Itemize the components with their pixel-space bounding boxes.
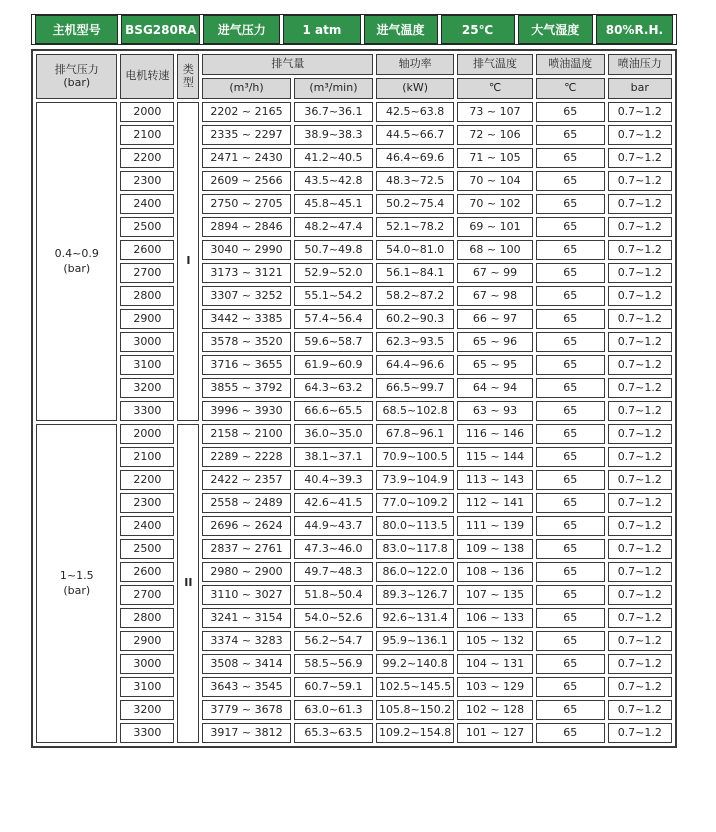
type-cell: I <box>177 102 199 421</box>
table-row <box>36 608 672 628</box>
table-row <box>36 171 672 191</box>
displacement-m3h-cell: 2158 ~ 2100 <box>202 424 290 444</box>
shaft-power-cell: 67.8~96.1 <box>376 424 454 444</box>
table-row <box>36 263 672 283</box>
oil-pressure-cell: 0.7~1.2 <box>608 424 672 444</box>
exhaust-temp-cell: 106 ~ 133 <box>457 608 533 628</box>
motor-speed-cell: 2700 <box>120 585 174 605</box>
oil-temp-cell: 65 <box>536 378 605 398</box>
displacement-m3h-cell: 2696 ~ 2624 <box>202 516 290 536</box>
table-row <box>36 539 672 559</box>
shaft-power-cell: 50.2~75.4 <box>376 194 454 214</box>
motor-speed-cell: 2600 <box>120 240 174 260</box>
displacement-m3h-cell: 3040 ~ 2990 <box>202 240 290 260</box>
oil-pressure-cell: 0.7~1.2 <box>608 378 672 398</box>
col-motor-speed: 电机转速 <box>120 54 174 99</box>
motor-speed-cell: 2900 <box>120 631 174 651</box>
displacement-m3h-cell: 2750 ~ 2705 <box>202 194 290 214</box>
table-row <box>36 240 672 260</box>
oil-temp-cell: 65 <box>536 539 605 559</box>
spec-inlet-temp-value: 25℃ <box>441 15 515 44</box>
motor-speed-cell: 2400 <box>120 516 174 536</box>
shaft-power-cell: 62.3~93.5 <box>376 332 454 352</box>
col-type <box>177 54 199 99</box>
motor-speed-cell: 3300 <box>120 723 174 743</box>
motor-speed-cell: 3000 <box>120 332 174 352</box>
displacement-m3h-cell: 2609 ~ 2566 <box>202 171 290 191</box>
displacement-m3min-cell: 47.3~46.0 <box>294 539 374 559</box>
oil-temp-cell: 65 <box>536 102 605 122</box>
displacement-m3min-cell: 55.1~54.2 <box>294 286 374 306</box>
displacement-m3h-cell: 3374 ~ 3283 <box>202 631 290 651</box>
exhaust-temp-cell: 72 ~ 106 <box>457 125 533 145</box>
shaft-power-cell: 102.5~145.5 <box>376 677 454 697</box>
table-row <box>36 378 672 398</box>
motor-speed-cell: 3200 <box>120 378 174 398</box>
motor-speed-cell: 2100 <box>120 447 174 467</box>
displacement-m3h-cell: 3307 ~ 3252 <box>202 286 290 306</box>
spec-header-bar <box>31 14 677 45</box>
table-row <box>36 631 672 651</box>
oil-pressure-cell: 0.7~1.2 <box>608 217 672 237</box>
oil-pressure-cell: 0.7~1.2 <box>608 286 672 306</box>
exhaust-temp-cell: 111 ~ 139 <box>457 516 533 536</box>
displacement-m3min-cell: 51.8~50.4 <box>294 585 374 605</box>
exhaust-temp-cell: 65 ~ 95 <box>457 355 533 375</box>
oil-pressure-cell: 0.7~1.2 <box>608 194 672 214</box>
exhaust-temp-cell: 101 ~ 127 <box>457 723 533 743</box>
table-row <box>36 585 672 605</box>
shaft-power-cell: 109.2~154.8 <box>376 723 454 743</box>
displacement-m3h-cell: 2335 ~ 2297 <box>202 125 290 145</box>
spec-inlet-temp-label: 进气温度 <box>364 15 438 44</box>
shaft-power-cell: 58.2~87.2 <box>376 286 454 306</box>
displacement-m3h-cell: 2894 ~ 2846 <box>202 217 290 237</box>
displacement-m3min-cell: 61.9~60.9 <box>294 355 374 375</box>
shaft-power-cell: 44.5~66.7 <box>376 125 454 145</box>
col-exhaust-pressure <box>36 54 117 99</box>
shaft-power-cell: 52.1~78.2 <box>376 217 454 237</box>
oil-temp-cell: 65 <box>536 447 605 467</box>
col-exhaust-pressure-label: 排气压力 <box>54 62 99 76</box>
oil-pressure-cell: 0.7~1.2 <box>608 677 672 697</box>
col-type-char-1: 类 <box>182 63 194 77</box>
col-oil-pressure: 喷油压力 <box>608 54 672 75</box>
shaft-power-cell: 83.0~117.8 <box>376 539 454 559</box>
col-exhaust-temp-unit: ℃ <box>457 78 533 99</box>
displacement-m3min-cell: 66.6~65.5 <box>294 401 374 421</box>
performance-table-body <box>36 102 672 743</box>
exhaust-temp-cell: 70 ~ 104 <box>457 171 533 191</box>
motor-speed-cell: 2300 <box>120 493 174 513</box>
exhaust-temp-cell: 73 ~ 107 <box>457 102 533 122</box>
spec-model-label: 主机型号 <box>35 15 118 44</box>
oil-temp-cell: 65 <box>536 148 605 168</box>
displacement-m3h-cell: 2289 ~ 2228 <box>202 447 290 467</box>
displacement-m3min-cell: 44.9~43.7 <box>294 516 374 536</box>
shaft-power-cell: 60.2~90.3 <box>376 309 454 329</box>
oil-temp-cell: 65 <box>536 631 605 651</box>
spec-bar-row <box>35 15 673 44</box>
table-row <box>36 286 672 306</box>
motor-speed-cell: 2700 <box>120 263 174 283</box>
motor-speed-cell: 3100 <box>120 355 174 375</box>
shaft-power-cell: 92.6~131.4 <box>376 608 454 628</box>
exhaust-temp-cell: 109 ~ 138 <box>457 539 533 559</box>
oil-pressure-cell: 0.7~1.2 <box>608 102 672 122</box>
shaft-power-cell: 80.0~113.5 <box>376 516 454 536</box>
oil-temp-cell: 65 <box>536 654 605 674</box>
table-row <box>36 447 672 467</box>
exhaust-temp-cell: 66 ~ 97 <box>457 309 533 329</box>
shaft-power-cell: 42.5~63.8 <box>376 102 454 122</box>
oil-temp-cell: 65 <box>536 723 605 743</box>
exhaust-temp-cell: 116 ~ 146 <box>457 424 533 444</box>
spec-inlet-pressure-label: 进气压力 <box>203 15 280 44</box>
displacement-m3min-cell: 49.7~48.3 <box>294 562 374 582</box>
oil-temp-cell: 65 <box>536 562 605 582</box>
oil-pressure-cell: 0.7~1.2 <box>608 654 672 674</box>
table-row <box>36 217 672 237</box>
oil-temp-cell: 65 <box>536 309 605 329</box>
displacement-m3h-cell: 2202 ~ 2165 <box>202 102 290 122</box>
col-type-char-2: 型 <box>182 75 194 89</box>
displacement-m3min-cell: 36.7~36.1 <box>294 102 374 122</box>
exhaust-temp-cell: 63 ~ 93 <box>457 401 533 421</box>
exhaust-temp-cell: 113 ~ 143 <box>457 470 533 490</box>
displacement-m3min-cell: 40.4~39.3 <box>294 470 374 490</box>
oil-temp-cell: 65 <box>536 677 605 697</box>
shaft-power-cell: 89.3~126.7 <box>376 585 454 605</box>
displacement-m3min-cell: 38.9~38.3 <box>294 125 374 145</box>
oil-pressure-cell: 0.7~1.2 <box>608 263 672 283</box>
displacement-m3min-cell: 52.9~52.0 <box>294 263 374 283</box>
oil-pressure-cell: 0.7~1.2 <box>608 148 672 168</box>
performance-table <box>31 49 677 748</box>
displacement-m3min-cell: 65.3~63.5 <box>294 723 374 743</box>
motor-speed-cell: 2000 <box>120 424 174 444</box>
table-row <box>36 332 672 352</box>
col-shaft-power: 轴功率 <box>376 54 454 75</box>
displacement-m3h-cell: 3996 ~ 3930 <box>202 401 290 421</box>
oil-pressure-cell: 0.7~1.2 <box>608 723 672 743</box>
oil-pressure-cell: 0.7~1.2 <box>608 631 672 651</box>
oil-pressure-cell: 0.7~1.2 <box>608 125 672 145</box>
table-row <box>36 401 672 421</box>
motor-speed-cell: 3300 <box>120 401 174 421</box>
exhaust-temp-cell: 105 ~ 132 <box>457 631 533 651</box>
oil-temp-cell: 65 <box>536 240 605 260</box>
spec-inlet-pressure-value: 1 atm <box>283 15 360 44</box>
shaft-power-cell: 48.3~72.5 <box>376 171 454 191</box>
col-displacement-m3min-unit: (m³/min) <box>294 78 374 99</box>
table-row <box>36 424 672 444</box>
exhaust-temp-cell: 102 ~ 128 <box>457 700 533 720</box>
exhaust-temp-cell: 71 ~ 105 <box>457 148 533 168</box>
displacement-m3min-cell: 60.7~59.1 <box>294 677 374 697</box>
displacement-m3h-cell: 3110 ~ 3027 <box>202 585 290 605</box>
oil-pressure-cell: 0.7~1.2 <box>608 401 672 421</box>
shaft-power-cell: 70.9~100.5 <box>376 447 454 467</box>
motor-speed-cell: 2000 <box>120 102 174 122</box>
shaft-power-cell: 66.5~99.7 <box>376 378 454 398</box>
oil-pressure-cell: 0.7~1.2 <box>608 447 672 467</box>
displacement-m3h-cell: 3643 ~ 3545 <box>202 677 290 697</box>
displacement-m3min-cell: 42.6~41.5 <box>294 493 374 513</box>
displacement-m3min-cell: 41.2~40.5 <box>294 148 374 168</box>
exhaust-temp-cell: 108 ~ 136 <box>457 562 533 582</box>
table-row <box>36 723 672 743</box>
oil-temp-cell: 65 <box>536 608 605 628</box>
col-exhaust-pressure-unit: (bar) <box>63 75 91 89</box>
pressure-group-cell: 0.4~0.9 (bar) <box>36 102 117 421</box>
displacement-m3h-cell: 3779 ~ 3678 <box>202 700 290 720</box>
oil-temp-cell: 65 <box>536 125 605 145</box>
oil-pressure-cell: 0.7~1.2 <box>608 309 672 329</box>
table-row <box>36 355 672 375</box>
shaft-power-cell: 77.0~109.2 <box>376 493 454 513</box>
displacement-m3min-cell: 64.3~63.2 <box>294 378 374 398</box>
shaft-power-cell: 99.2~140.8 <box>376 654 454 674</box>
shaft-power-cell: 95.9~136.1 <box>376 631 454 651</box>
displacement-m3min-cell: 63.0~61.3 <box>294 700 374 720</box>
motor-speed-cell: 2400 <box>120 194 174 214</box>
motor-speed-cell: 2600 <box>120 562 174 582</box>
displacement-m3min-cell: 48.2~47.4 <box>294 217 374 237</box>
table-row <box>36 700 672 720</box>
oil-temp-cell: 65 <box>536 700 605 720</box>
performance-table-header <box>36 54 672 99</box>
exhaust-temp-cell: 64 ~ 94 <box>457 378 533 398</box>
col-oil-pressure-unit: bar <box>608 78 672 99</box>
displacement-m3h-cell: 3173 ~ 3121 <box>202 263 290 283</box>
displacement-m3h-cell: 3855 ~ 3792 <box>202 378 290 398</box>
oil-temp-cell: 65 <box>536 217 605 237</box>
displacement-m3h-cell: 3917 ~ 3812 <box>202 723 290 743</box>
displacement-m3min-cell: 57.4~56.4 <box>294 309 374 329</box>
displacement-m3min-cell: 45.8~45.1 <box>294 194 374 214</box>
displacement-m3h-cell: 2837 ~ 2761 <box>202 539 290 559</box>
displacement-m3min-cell: 58.5~56.9 <box>294 654 374 674</box>
exhaust-temp-cell: 70 ~ 102 <box>457 194 533 214</box>
oil-pressure-cell: 0.7~1.2 <box>608 700 672 720</box>
oil-pressure-cell: 0.7~1.2 <box>608 608 672 628</box>
header-row-1 <box>36 54 672 75</box>
motor-speed-cell: 2200 <box>120 470 174 490</box>
oil-temp-cell: 65 <box>536 493 605 513</box>
table-row <box>36 562 672 582</box>
displacement-m3min-cell: 50.7~49.8 <box>294 240 374 260</box>
oil-temp-cell: 65 <box>536 263 605 283</box>
motor-speed-cell: 2200 <box>120 148 174 168</box>
shaft-power-cell: 46.4~69.6 <box>376 148 454 168</box>
col-exhaust-temp: 排气温度 <box>457 54 533 75</box>
oil-temp-cell: 65 <box>536 516 605 536</box>
exhaust-temp-cell: 112 ~ 141 <box>457 493 533 513</box>
oil-temp-cell: 65 <box>536 470 605 490</box>
shaft-power-cell: 68.5~102.8 <box>376 401 454 421</box>
displacement-m3min-cell: 54.0~52.6 <box>294 608 374 628</box>
displacement-m3h-cell: 3241 ~ 3154 <box>202 608 290 628</box>
oil-temp-cell: 65 <box>536 424 605 444</box>
table-row <box>36 148 672 168</box>
motor-speed-cell: 2500 <box>120 217 174 237</box>
shaft-power-cell: 73.9~104.9 <box>376 470 454 490</box>
displacement-m3h-cell: 3508 ~ 3414 <box>202 654 290 674</box>
exhaust-temp-cell: 115 ~ 144 <box>457 447 533 467</box>
oil-temp-cell: 65 <box>536 171 605 191</box>
spec-ambient-humidity-value: 80%R.H. <box>596 15 673 44</box>
pressure-group-cell: 1~1.5 (bar) <box>36 424 117 743</box>
motor-speed-cell: 3200 <box>120 700 174 720</box>
displacement-m3min-cell: 43.5~42.8 <box>294 171 374 191</box>
motor-speed-cell: 3100 <box>120 677 174 697</box>
table-row <box>36 493 672 513</box>
oil-temp-cell: 65 <box>536 194 605 214</box>
oil-pressure-cell: 0.7~1.2 <box>608 240 672 260</box>
exhaust-temp-cell: 68 ~ 100 <box>457 240 533 260</box>
exhaust-temp-cell: 104 ~ 131 <box>457 654 533 674</box>
table-row <box>36 125 672 145</box>
displacement-m3min-cell: 36.0~35.0 <box>294 424 374 444</box>
shaft-power-cell: 56.1~84.1 <box>376 263 454 283</box>
shaft-power-cell: 54.0~81.0 <box>376 240 454 260</box>
spec-model-value: BSG280RA <box>121 15 200 44</box>
table-row <box>36 309 672 329</box>
col-displacement: 排气量 <box>202 54 373 75</box>
oil-pressure-cell: 0.7~1.2 <box>608 539 672 559</box>
motor-speed-cell: 2800 <box>120 608 174 628</box>
displacement-m3min-cell: 56.2~54.7 <box>294 631 374 651</box>
oil-temp-cell: 65 <box>536 401 605 421</box>
col-shaft-power-unit: (kW) <box>376 78 454 99</box>
exhaust-temp-cell: 107 ~ 135 <box>457 585 533 605</box>
displacement-m3h-cell: 2558 ~ 2489 <box>202 493 290 513</box>
oil-pressure-cell: 0.7~1.2 <box>608 171 672 191</box>
motor-speed-cell: 2800 <box>120 286 174 306</box>
exhaust-temp-cell: 67 ~ 98 <box>457 286 533 306</box>
type-cell: II <box>177 424 199 743</box>
motor-speed-cell: 2900 <box>120 309 174 329</box>
table-row <box>36 194 672 214</box>
displacement-m3min-cell: 38.1~37.1 <box>294 447 374 467</box>
col-displacement-m3h-unit: (m³/h) <box>202 78 290 99</box>
table-row <box>36 470 672 490</box>
exhaust-temp-cell: 67 ~ 99 <box>457 263 533 283</box>
oil-pressure-cell: 0.7~1.2 <box>608 470 672 490</box>
motor-speed-cell: 2300 <box>120 171 174 191</box>
displacement-m3min-cell: 59.6~58.7 <box>294 332 374 352</box>
oil-temp-cell: 65 <box>536 332 605 352</box>
displacement-m3h-cell: 3578 ~ 3520 <box>202 332 290 352</box>
oil-pressure-cell: 0.7~1.2 <box>608 355 672 375</box>
oil-pressure-cell: 0.7~1.2 <box>608 585 672 605</box>
table-row <box>36 677 672 697</box>
shaft-power-cell: 64.4~96.6 <box>376 355 454 375</box>
exhaust-temp-cell: 103 ~ 129 <box>457 677 533 697</box>
exhaust-temp-cell: 65 ~ 96 <box>457 332 533 352</box>
exhaust-temp-cell: 69 ~ 101 <box>457 217 533 237</box>
displacement-m3h-cell: 3716 ~ 3655 <box>202 355 290 375</box>
col-oil-temp: 喷油温度 <box>536 54 605 75</box>
oil-pressure-cell: 0.7~1.2 <box>608 516 672 536</box>
oil-pressure-cell: 0.7~1.2 <box>608 493 672 513</box>
oil-pressure-cell: 0.7~1.2 <box>608 332 672 352</box>
displacement-m3h-cell: 2980 ~ 2900 <box>202 562 290 582</box>
table-row <box>36 654 672 674</box>
oil-temp-cell: 65 <box>536 286 605 306</box>
table-row <box>36 516 672 536</box>
motor-speed-cell: 2500 <box>120 539 174 559</box>
oil-temp-cell: 65 <box>536 585 605 605</box>
oil-pressure-cell: 0.7~1.2 <box>608 562 672 582</box>
spec-ambient-humidity-label: 大气湿度 <box>518 15 593 44</box>
motor-speed-cell: 3000 <box>120 654 174 674</box>
shaft-power-cell: 105.8~150.2 <box>376 700 454 720</box>
oil-temp-cell: 65 <box>536 355 605 375</box>
displacement-m3h-cell: 2471 ~ 2430 <box>202 148 290 168</box>
col-oil-temp-unit: ℃ <box>536 78 605 99</box>
shaft-power-cell: 86.0~122.0 <box>376 562 454 582</box>
motor-speed-cell: 2100 <box>120 125 174 145</box>
displacement-m3h-cell: 3442 ~ 3385 <box>202 309 290 329</box>
table-row <box>36 102 672 122</box>
displacement-m3h-cell: 2422 ~ 2357 <box>202 470 290 490</box>
